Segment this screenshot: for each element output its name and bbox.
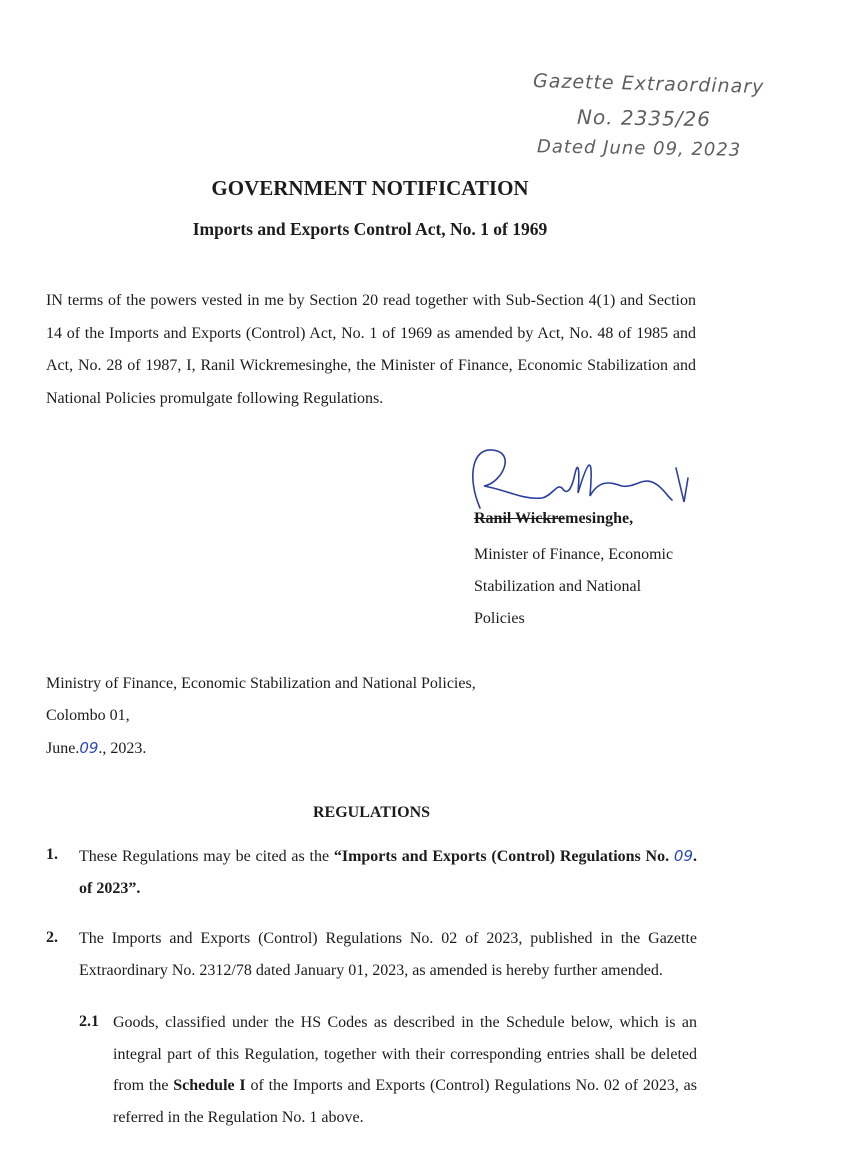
regulation-1-text bbox=[79, 840, 697, 905]
regulation-2-1-text bbox=[113, 1007, 697, 1133]
ministry-address-line-1: Ministry of Finance, Economic Stabilization and National Policies, bbox=[46, 675, 476, 692]
regulation-1-citation-end: . of 2023”. bbox=[79, 848, 697, 897]
signature-scribble bbox=[462, 438, 697, 518]
handwritten-gazette-number: No. 2335/26 bbox=[576, 104, 712, 132]
signatory-name bbox=[474, 510, 633, 528]
date-handwritten-day: 09 bbox=[79, 739, 99, 757]
signatory-name-rest: mesinghe, bbox=[565, 510, 634, 527]
page-title: GOVERNMENT NOTIFICATION bbox=[211, 176, 529, 200]
regulation-1-lead: These Regulations may be cited as the bbox=[79, 848, 334, 865]
signatory-title-line-2: Stabilization and National bbox=[474, 578, 642, 595]
regulation-1-number: 1. bbox=[46, 846, 58, 863]
regulation-2-1-tail: of the Imports and Exports (Control) Regulations No. 02 of 2023, as referred in the Regulation No. 1 above. bbox=[113, 1077, 697, 1126]
signatory-title-line-3: Policies bbox=[474, 610, 525, 627]
ministry-date bbox=[46, 739, 146, 758]
page-subtitle: Imports and Exports Control Act, No. 1 of 1969 bbox=[192, 219, 548, 239]
regulation-2-1-number: 2.1 bbox=[79, 1013, 99, 1030]
date-suffix: ., 2023. bbox=[98, 740, 147, 757]
regulation-2-text: The Imports and Exports (Control) Regulations No. 02 of 2023, published in the Gazette Extraordinary No. 2312/78 dated January 01, 2023, as amended is hereby further amended. bbox=[79, 930, 697, 979]
regulation-1-handwritten-number: 09 bbox=[673, 847, 693, 865]
regulations-heading: REGULATIONS bbox=[312, 804, 431, 821]
date-prefix: June. bbox=[46, 740, 80, 757]
regulation-2-1-schedule: Schedule I bbox=[173, 1077, 246, 1094]
intro-paragraph: IN terms of the powers vested in me by Section 20 read together with Sub-Section 4(1) and Section 14 of the Imports and Exports (Control) Act, No. 1 of 1969 as amended by Act, No. 48 of 1985 and Act, No. 28 of 1987, I, Ranil Wickremesinghe, the Minister of Finance, Economic Stabilization and National Policies promulgate following Regulations. bbox=[46, 292, 696, 407]
handwritten-gazette-date: Dated June 09, 2023 bbox=[536, 136, 742, 161]
signatory-name-struck: Ranil Wickre bbox=[474, 510, 566, 527]
regulation-2-1-lead: Goods, classified under the HS Codes as described in the Schedule below, which is an integral part of this Regulation, together with their corresponding entries shall be deleted from the bbox=[113, 1014, 697, 1094]
signatory-title-line-1: Minister of Finance, Economic bbox=[474, 546, 674, 563]
ministry-address-line-2: Colombo 01, bbox=[46, 707, 130, 724]
regulation-2-number: 2. bbox=[46, 929, 58, 946]
regulation-1-citation: “Imports and Exports (Control) Regulations No. bbox=[333, 848, 674, 865]
handwritten-gazette-label: Gazette Extraordinary bbox=[532, 69, 765, 99]
